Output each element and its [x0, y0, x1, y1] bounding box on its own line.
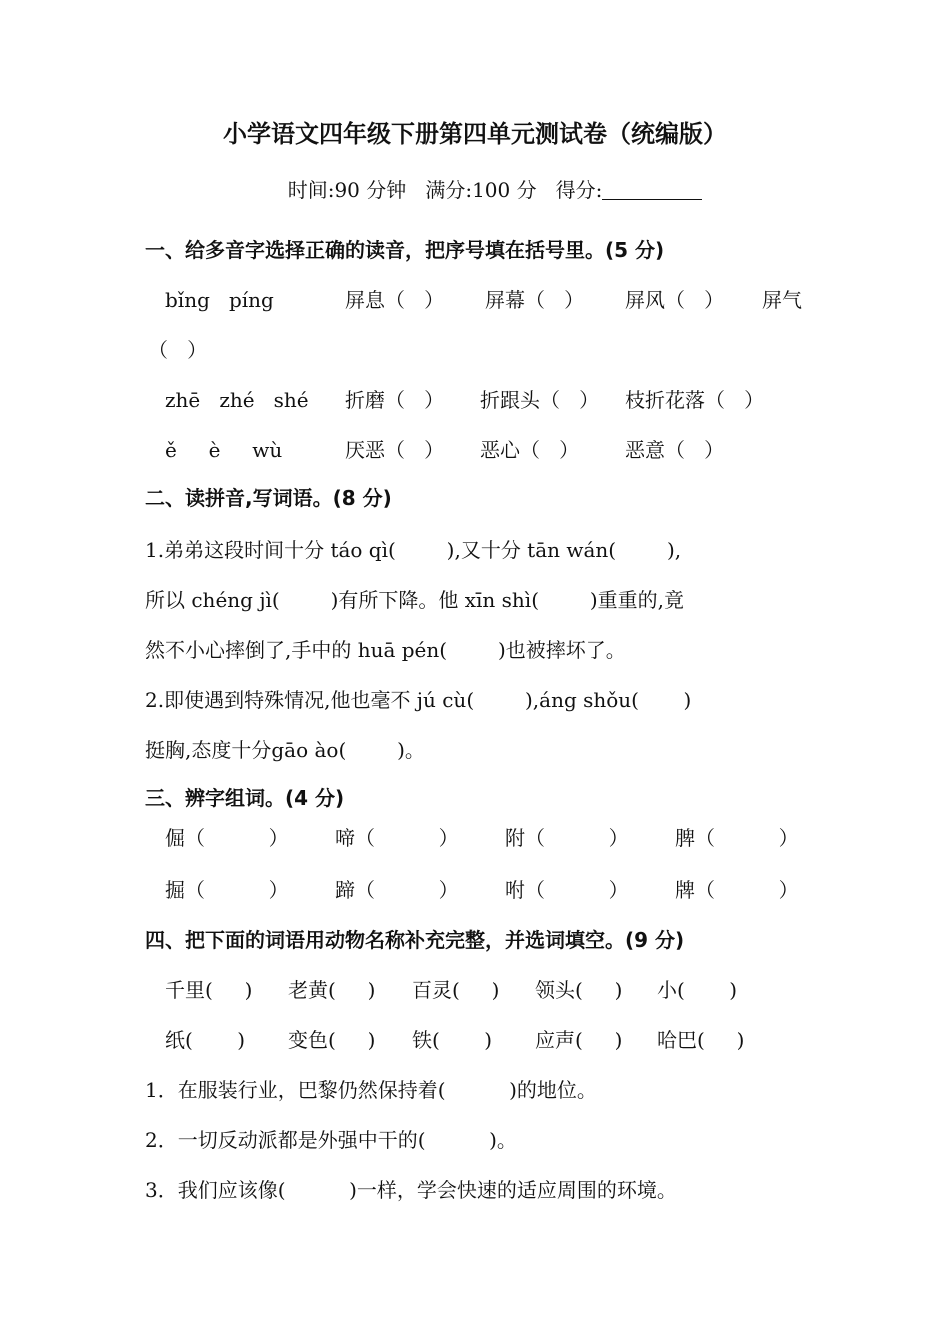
- q3-item: 倔（ ）: [165, 826, 289, 850]
- q4-heading: 四、把下面的词语用动物名称补充完整，并选词填空。(9 分): [145, 928, 685, 952]
- q2-line: 2.即使遇到特殊情况,他也毫不 jú cù( ),áng shǒu( ): [145, 688, 692, 712]
- q1-heading: 一、给多音字选择正确的读音，把序号填在括号里。(5 分): [145, 238, 665, 262]
- q3-heading: 三、辨字组词。(4 分): [145, 786, 345, 810]
- q3-item: 啼（ ）: [335, 826, 459, 850]
- q4-sentence: 1．在服装行业，巴黎仍然保持着( )的地位。: [145, 1078, 597, 1102]
- q3-item: 牌（ ）: [675, 878, 799, 902]
- q4-item: 哈巴( ): [657, 1028, 745, 1052]
- q1-row1-item: 屏息（ ）: [345, 288, 445, 312]
- q1-row3-item: 恶心（ ）: [480, 438, 580, 462]
- q2-line: 所以 chéng jì( )有所下降。他 xīn shì( )重重的,竟: [145, 588, 685, 612]
- q1-row2-item: 枝折花落（ ）: [625, 388, 765, 412]
- q1-row1-item: 屏风（ ）: [625, 288, 725, 312]
- q1-row3-pinyin: ě è wù: [165, 438, 283, 462]
- q1-row3-item: 厌恶（ ）: [345, 438, 445, 462]
- q4-sentence: 2．一切反动派都是外强中干的( )。: [145, 1128, 517, 1152]
- q1-row1-item: 屏幕（ ）: [485, 288, 585, 312]
- q4-item: 老黄( ): [288, 978, 376, 1002]
- q4-item: 小( ): [657, 978, 738, 1002]
- q4-item: 领头( ): [535, 978, 623, 1002]
- q3-item: 脾（ ）: [675, 826, 799, 850]
- q1-row1-pinyin: bǐng píng: [165, 288, 274, 312]
- q1-row1-item: 屏气: [762, 288, 802, 312]
- q4-item: 应声( ): [535, 1028, 623, 1052]
- q3-item: 附（ ）: [505, 826, 629, 850]
- q1-row2-item: 折磨（ ）: [345, 388, 445, 412]
- q4-item: 百灵( ): [412, 978, 500, 1002]
- q4-sentence: 3．我们应该像( )一样，学会快速的适应周围的环境。: [145, 1178, 677, 1202]
- q2-line: 然不小心摔倒了,手中的 huā pén( )也被摔坏了。: [145, 638, 626, 662]
- q4-item: 千里( ): [165, 978, 253, 1002]
- q1-row3-item: 恶意（ ）: [625, 438, 725, 462]
- score-blank[interactable]: [602, 181, 702, 200]
- q4-item: 纸( ): [165, 1028, 246, 1052]
- q2-line: 挺胸,态度十分gāo ào( )。: [145, 738, 425, 762]
- q3-item: 蹄（ ）: [335, 878, 459, 902]
- q4-item: 铁( ): [412, 1028, 493, 1052]
- page-title: 小学语文四年级下册第四单元测试卷（统编版）: [223, 120, 727, 148]
- q1-row1-wrap: （ ）: [148, 338, 208, 362]
- exam-info-text: 时间:90 分钟 满分:100 分 得分:: [287, 178, 603, 202]
- q1-row2-item: 折跟头（ ）: [480, 388, 600, 412]
- q4-item: 变色( ): [288, 1028, 376, 1052]
- q3-item: 咐（ ）: [505, 878, 629, 902]
- q2-line: 1.弟弟这段时间十分 táo qì( ),又十分 tān wán( ),: [145, 538, 682, 562]
- exam-info: [275, 160, 702, 200]
- q1-row2-pinyin: zhē zhé shé: [165, 388, 309, 412]
- q3-item: 掘（ ）: [165, 878, 289, 902]
- q2-heading: 二、读拼音,写词语。(8 分): [145, 486, 392, 510]
